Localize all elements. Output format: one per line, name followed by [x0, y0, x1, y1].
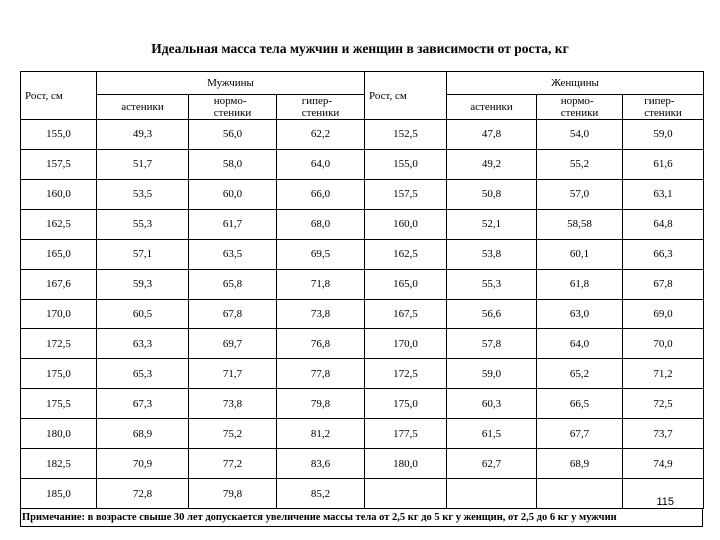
table-row	[21, 359, 704, 389]
cell-women-astenic: 62,7	[447, 449, 537, 479]
cell-men-astenic: 53,5	[97, 179, 189, 209]
cell-height-men: 157,5	[21, 149, 97, 179]
page-title: Идеальная масса тела мужчин и женщин в зависимости от роста, кг	[151, 41, 569, 56]
cell-men-normostenic: 79,8	[189, 479, 277, 509]
cell-height-women: 172,5	[365, 359, 447, 389]
cell-height-women: 155,0	[365, 149, 447, 179]
cell-women-normostenic: 61,8	[537, 269, 623, 299]
cell-men-astenic: 59,3	[97, 269, 189, 299]
header-men-normostenic: нормо- стеники	[189, 95, 277, 120]
cell-men-hyperstenic: 62,2	[277, 120, 365, 150]
cell-men-normostenic: 67,8	[189, 299, 277, 329]
table-row	[21, 149, 704, 179]
cell-women-hyperstenic: 59,0	[623, 120, 704, 150]
cell-height-women: 177,5	[365, 419, 447, 449]
cell-men-normostenic: 65,8	[189, 269, 277, 299]
cell-women-normostenic: 60,1	[537, 239, 623, 269]
cell-men-hyperstenic: 64,0	[277, 149, 365, 179]
cell-height-women: 152,5	[365, 120, 447, 150]
cell-women-normostenic: 57,0	[537, 179, 623, 209]
table-header-row	[21, 72, 704, 95]
cell-men-hyperstenic: 71,8	[277, 269, 365, 299]
cell-height-men: 180,0	[21, 419, 97, 449]
header-men: Мужчины	[97, 72, 365, 95]
cell-women-astenic: 49,2	[447, 149, 537, 179]
cell-height-men: 167,6	[21, 269, 97, 299]
cell-men-astenic: 57,1	[97, 239, 189, 269]
table-row	[21, 239, 704, 269]
cell-women-hyperstenic: 61,6	[623, 149, 704, 179]
header-women: Женщины	[447, 72, 704, 95]
cell-women-hyperstenic: 74,9	[623, 449, 704, 479]
cell-men-hyperstenic: 68,0	[277, 209, 365, 239]
cell-men-normostenic: 60,0	[189, 179, 277, 209]
cell-women-hyperstenic: 73,7	[623, 419, 704, 449]
cell-men-normostenic: 61,7	[189, 209, 277, 239]
cell-height-men: 175,0	[21, 359, 97, 389]
cell-women-hyperstenic: 63,1	[623, 179, 704, 209]
table-row	[21, 329, 704, 359]
table-subheader-row	[21, 95, 704, 120]
cell-women-normostenic: 67,7	[537, 419, 623, 449]
cell-women-hyperstenic: 69,0	[623, 299, 704, 329]
table-body	[21, 120, 704, 509]
cell-women-normostenic: 63,0	[537, 299, 623, 329]
cell-men-normostenic: 75,2	[189, 419, 277, 449]
cell-men-hyperstenic: 85,2	[277, 479, 365, 509]
cell-men-astenic: 70,9	[97, 449, 189, 479]
cell-women-normostenic: 58,58	[537, 209, 623, 239]
cell-women-astenic: 57,8	[447, 329, 537, 359]
cell-height-men: 160,0	[21, 179, 97, 209]
cell-women-astenic: 60,3	[447, 389, 537, 419]
cell-men-astenic: 55,3	[97, 209, 189, 239]
cell-men-normostenic: 56,0	[189, 120, 277, 150]
cell-men-normostenic: 58,0	[189, 149, 277, 179]
header-women-hyperstenic: гипер- стеники	[623, 95, 704, 120]
cell-men-hyperstenic: 83,6	[277, 449, 365, 479]
cell-men-hyperstenic: 73,8	[277, 299, 365, 329]
cell-height-women: 157,5	[365, 179, 447, 209]
cell-men-normostenic: 77,2	[189, 449, 277, 479]
cell-women-astenic: 59,0	[447, 359, 537, 389]
cell-women-astenic: 61,5	[447, 419, 537, 449]
cell-height-men: 172,5	[21, 329, 97, 359]
cell-height-women: 162,5	[365, 239, 447, 269]
cell-men-astenic: 65,3	[97, 359, 189, 389]
header-men-astenic: астеники	[97, 95, 189, 120]
cell-height-women: 180,0	[365, 449, 447, 479]
cell-men-astenic: 49,3	[97, 120, 189, 150]
cell-women-astenic	[447, 479, 537, 509]
cell-height-men: 162,5	[21, 209, 97, 239]
table-row	[21, 419, 704, 449]
table-row	[21, 299, 704, 329]
cell-height-women: 165,0	[365, 269, 447, 299]
cell-height-men: 185,0	[21, 479, 97, 509]
header-women-normostenic: нормо- стеники	[537, 95, 623, 120]
cell-women-normostenic: 54,0	[537, 120, 623, 150]
cell-women-astenic: 52,1	[447, 209, 537, 239]
weight-table	[20, 71, 704, 509]
cell-men-astenic: 72,8	[97, 479, 189, 509]
cell-height-men: 155,0	[21, 120, 97, 150]
table-row	[21, 479, 704, 509]
header-men-hyperstenic: гипер- стеники	[277, 95, 365, 120]
cell-height-men: 170,0	[21, 299, 97, 329]
cell-height-men: 182,5	[21, 449, 97, 479]
cell-men-astenic: 60,5	[97, 299, 189, 329]
cell-women-astenic: 47,8	[447, 120, 537, 150]
cell-women-normostenic: 68,9	[537, 449, 623, 479]
cell-women-hyperstenic: 66,3	[623, 239, 704, 269]
cell-women-normostenic: 65,2	[537, 359, 623, 389]
cell-height-women: 160,0	[365, 209, 447, 239]
cell-men-astenic: 67,3	[97, 389, 189, 419]
cell-men-hyperstenic: 79,8	[277, 389, 365, 419]
cell-women-astenic: 50,8	[447, 179, 537, 209]
cell-women-hyperstenic: 67,8	[623, 269, 704, 299]
cell-height-women: 167,5	[365, 299, 447, 329]
cell-women-normostenic	[537, 479, 623, 509]
page-number: 115	[656, 496, 674, 508]
cell-women-astenic: 55,3	[447, 269, 537, 299]
header-height-men: Рост, см	[21, 72, 97, 120]
header-women-astenic: астеники	[447, 95, 537, 120]
cell-men-normostenic: 69,7	[189, 329, 277, 359]
cell-men-astenic: 68,9	[97, 419, 189, 449]
cell-height-women: 170,0	[365, 329, 447, 359]
cell-men-normostenic: 73,8	[189, 389, 277, 419]
cell-women-astenic: 56,6	[447, 299, 537, 329]
cell-men-hyperstenic: 66,0	[277, 179, 365, 209]
cell-men-normostenic: 63,5	[189, 239, 277, 269]
cell-women-normostenic: 66,5	[537, 389, 623, 419]
table-row	[21, 209, 704, 239]
header-height-women: Рост, см	[365, 72, 447, 120]
cell-women-hyperstenic: 72,5	[623, 389, 704, 419]
cell-height-women	[365, 479, 447, 509]
cell-women-normostenic: 55,2	[537, 149, 623, 179]
cell-women-astenic: 53,8	[447, 239, 537, 269]
cell-women-hyperstenic: 70,0	[623, 329, 704, 359]
table-row	[21, 179, 704, 209]
cell-men-hyperstenic: 81,2	[277, 419, 365, 449]
cell-women-normostenic: 64,0	[537, 329, 623, 359]
footnote: Примечание: в возрасте свыше 30 лет допускается увеличение массы тела от 2,5 кг до 5 кг у женщин, от 2,5 до 6 кг у мужчин	[20, 509, 703, 527]
cell-women-hyperstenic: 71,2	[623, 359, 704, 389]
cell-height-women: 175,0	[365, 389, 447, 419]
cell-men-hyperstenic: 76,8	[277, 329, 365, 359]
cell-women-hyperstenic: 64,8	[623, 209, 704, 239]
table-row	[21, 120, 704, 150]
table-row	[21, 449, 704, 479]
cell-height-men: 175,5	[21, 389, 97, 419]
cell-men-astenic: 63,3	[97, 329, 189, 359]
table-row	[21, 269, 704, 299]
cell-men-hyperstenic: 77,8	[277, 359, 365, 389]
cell-height-men: 165,0	[21, 239, 97, 269]
table-row	[21, 389, 704, 419]
cell-men-normostenic: 71,7	[189, 359, 277, 389]
cell-men-astenic: 51,7	[97, 149, 189, 179]
cell-men-hyperstenic: 69,5	[277, 239, 365, 269]
